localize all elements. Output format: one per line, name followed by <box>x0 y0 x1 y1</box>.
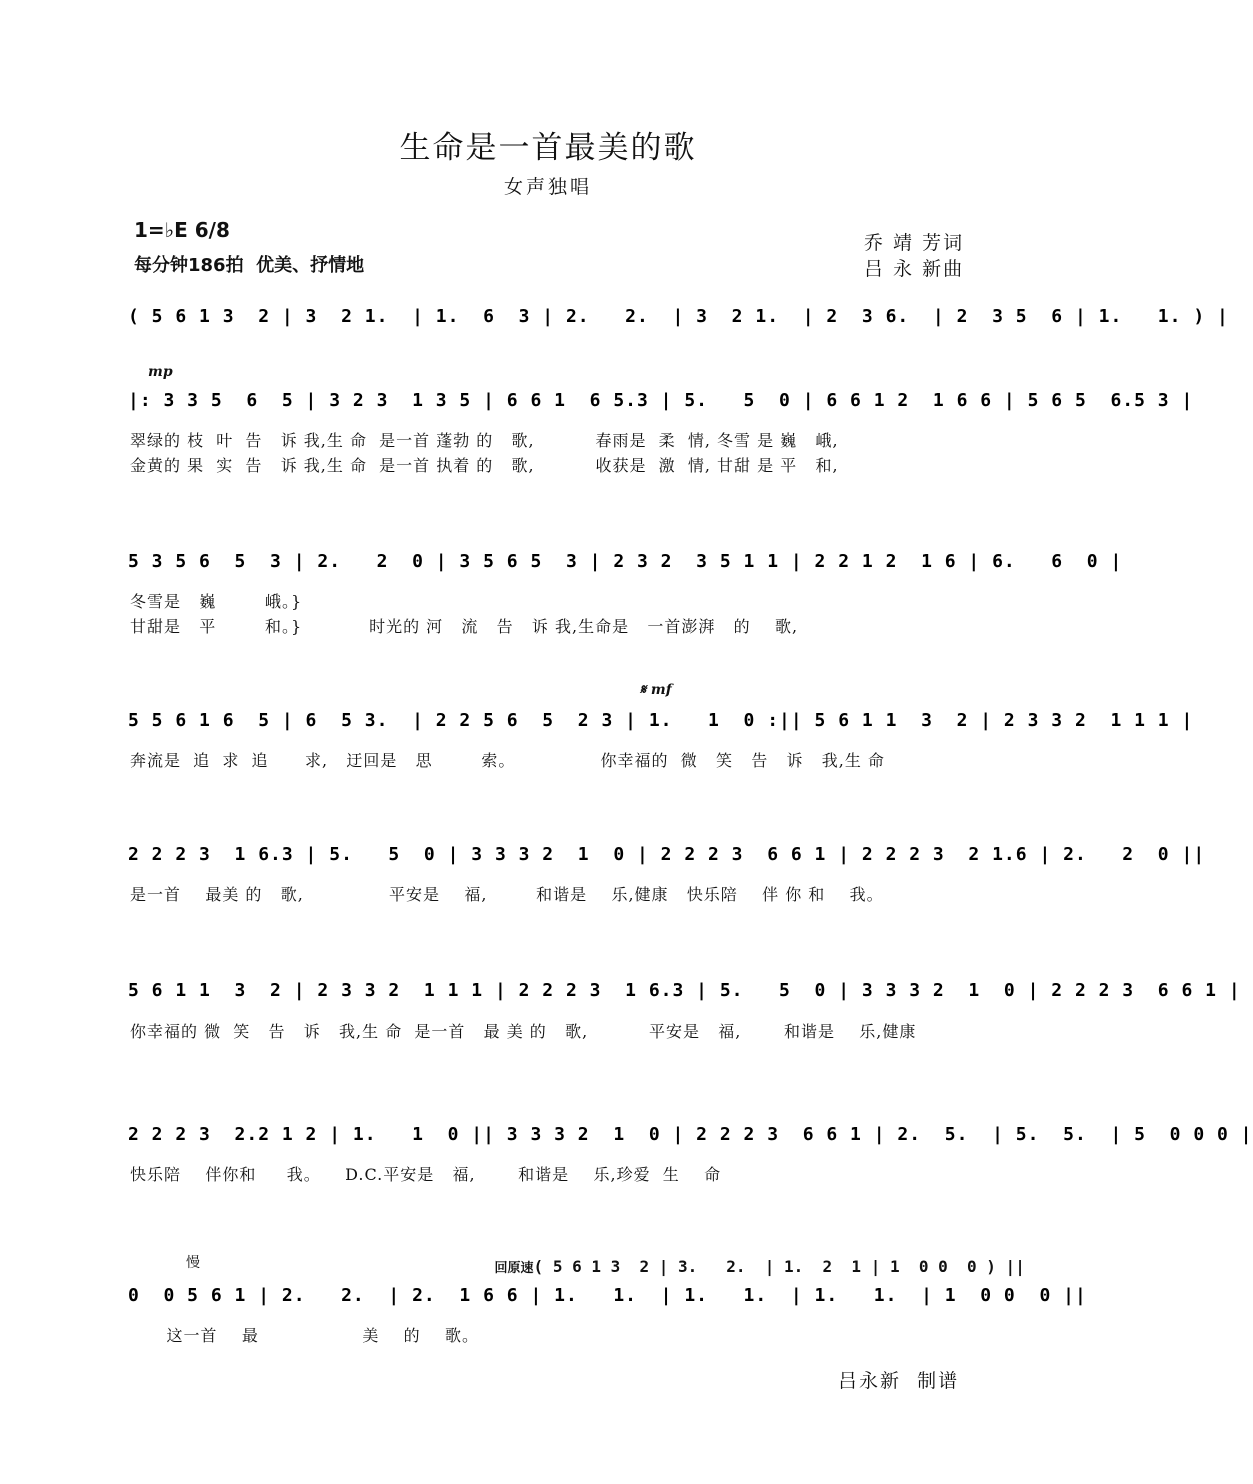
tempo-marking: 每分钟186拍 优美、抒情地 <box>134 255 365 276</box>
lyric-row-2-verse-2: 金黄的 果 实 告 诉 我,生 命 是一首 执着 的 歌, 收获是 激 情, 甘甜 是 平 和, <box>130 456 839 475</box>
notation-row-1: ( 5 6 1 3 2 | 3 2 1. | 1. 6 3 | 2. 2. | 3 2 1. | 2 3 6. | 2 3 5 6 | 1. 1. ) | <box>128 306 1229 327</box>
lyric-row-4: 奔流是 追 求 追 求, 迂回是 思 索。 你幸福的 微 笑 告 诉 我,生 命 <box>130 751 885 770</box>
notation-row-6: 5 6 1 1 3 2 | 2 3 3 2 1 1 1 | 2 2 2 3 1 6.3 | 5. 5 0 | 3 3 3 2 1 0 | 2 2 2 3 6 6 1 | <box>128 980 1241 1001</box>
a-tempo-label: 回原速 <box>494 1261 534 1276</box>
notation-row-5: 2 2 2 3 1 6.3 | 5. 5 0 | 3 3 3 2 1 0 | 2 2 2 3 6 6 1 | 2 2 2 3 2 1.6 | 2. 2 0 || <box>128 844 1206 865</box>
lyric-row-5: 是一首 最美 的 歌, 平安是 福, 和谐是 乐,健康 快乐陪 伴 你 和 我。 <box>130 885 884 904</box>
composer-credit: 吕 永 新曲 <box>864 258 965 280</box>
song-title: 生命是一首最美的歌 <box>399 130 697 166</box>
lyric-row-7: 快乐陪 伴你和 我。 D.C.平安是 福, 和谐是 乐,珍爱 生 命 <box>130 1165 722 1184</box>
dc-mark <box>381 1163 413 1179</box>
song-subtitle: 女声独唱 <box>503 176 592 198</box>
lyricist-credit: 乔 靖 芳词 <box>864 232 965 254</box>
notation-row-2: |: 3 3 5 6 5 | 3 2 3 1 3 5 | 6 6 1 6 5.3 | 5. 5 0 | 6 6 1 2 1 6 6 | 5 6 5 6.5 3 | <box>128 390 1194 411</box>
key-time-signature: 1=♭E 6/8 <box>134 218 230 242</box>
notation-row-7: 2 2 2 3 2.2 1 2 | 1. 1 0 || 3 3 3 2 1 0 | 2 2 2 3 6 6 1 | 2. 5. | 5. 5. | 5 0 0 0 | <box>128 1124 1253 1145</box>
notation-row-3: 5 3 5 6 5 3 | 2. 2 0 | 3 5 6 5 3 | 2 3 2 3 5 1 1 | 2 2 1 2 1 6 | 6. 6 0 | <box>128 551 1123 572</box>
slow-mark: 慢 <box>186 1255 200 1271</box>
lyric-row-2-verse-1: 翠绿的 枝 叶 告 诉 我,生 命 是一首 蓬勃 的 歌, 春雨是 柔 情, 冬雪 是 巍 峨, <box>130 431 839 450</box>
dynamic-mp: mp <box>148 364 173 380</box>
lyric-row-3-verse-2: 甘甜是 平 和。} 时光的 河 流 告 诉 我,生命是 一首澎湃 的 歌, <box>130 617 799 636</box>
arranger-credit: 吕永新 制谱 <box>838 1370 960 1392</box>
a-tempo-notes: ( 5 6 1 3 2 | 3. 2. | 1. 2 1 | 1 0 0 0 ) || <box>533 1257 1025 1276</box>
lyric-row-6: 你幸福的 微 笑 告 诉 我,生 命 是一首 最 美 的 歌, 平安是 福, 和谐是 乐,健康 <box>130 1022 917 1041</box>
lyric-row-8: 这一首 最 美 的 歌。 <box>130 1326 480 1345</box>
segno-mf-mark: 𝄋 mf <box>640 682 672 698</box>
lyric-row-3-verse-1: 冬雪是 巍 峨。} <box>130 592 303 611</box>
notation-row-8: 0 0 5 6 1 | 2. 2. | 2. 1 6 6 | 1. 1. | 1. 1. | 1. 1. | 1 0 0 0 || <box>128 1285 1087 1306</box>
notation-row-4: 5 5 6 1 6 5 | 6 5 3. | 2 2 5 6 5 2 3 | 1. 1 0 :|| 5 6 1 1 3 2 | 2 3 3 2 1 1 1 | <box>128 710 1194 731</box>
